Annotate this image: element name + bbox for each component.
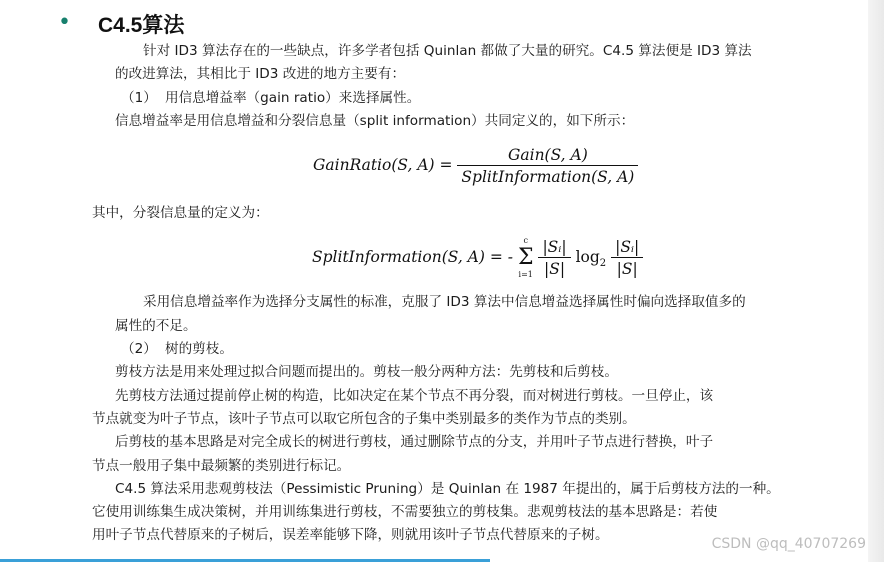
formula-lhs: SplitInformation(S, A) = - <box>312 248 513 266</box>
paragraph-postpruning-1: 后剪枝的基本思路是对完全成长的树进行剪枝，通过删除节点的分支，并用叶子节点进行替换，叶子 <box>115 434 714 451</box>
document-body <box>92 40 815 548</box>
paragraph-intro-1: 针对 ID3 算法存在的一些缺点，许多学者包括 Quinlan 都做了大量的研究。C4.5 算法便是 ID3 算法 <box>143 43 752 59</box>
paragraph-split-info-def: 其中，分裂信息量的定义为： <box>92 205 269 222</box>
fraction-denominator: |S| <box>538 257 570 278</box>
formula-fraction <box>538 238 570 278</box>
paragraph-prepruning-1: 先剪枝方法通过提前停止树的构造，比如决定在某个节点不再分裂，而对树进行剪枝。一旦停止，该 <box>115 387 714 404</box>
paragraph-gain-ratio-def: 信息增益率是用信息增益和分裂信息量（split information）共同定义的，如下所示： <box>115 112 635 129</box>
list-item-text: 用信息增益率（gain ratio）来选择属性。 <box>165 89 421 106</box>
paragraph-pruning-intro: 剪枝方法是用来处理过拟合问题而提出的。剪枝一般分两种方法：先剪枝和后剪枝。 <box>115 364 618 381</box>
paragraph-pessimistic-1: C4.5 算法采用悲观剪枝法（Pessimistic Pruning）是 Quinlan 在 1987 年提出的，属于后剪枝方法的一种。 <box>115 480 780 497</box>
formula-split-information <box>312 235 643 281</box>
paragraph-pessimistic-2: 它使用训练集生成决策树，并用训练集进行剪枝，不需要独立的剪枝集。悲观剪枝法的基本思路是：若使 <box>92 504 718 521</box>
fraction-numerator: |Sᵢ| <box>542 238 567 256</box>
list-item-2 <box>115 338 815 361</box>
paragraph-pessimistic-3: 用叶子节点代替原来的子树后，误差率能够下降，则就用该叶子节点代替原来的子树。 <box>92 527 609 544</box>
fraction-denominator: |S| <box>611 257 643 278</box>
list-item-number: （1） <box>121 89 157 106</box>
paragraph-intro-2: 的改进算法，其相比于 ID3 改进的地方主要有： <box>115 66 406 83</box>
watermark: CSDN @qq_40707269 <box>711 536 866 552</box>
formula-fraction <box>457 146 638 186</box>
list-item-1 <box>115 87 815 110</box>
log-operator: log <box>575 248 600 266</box>
formula-denominator: SplitInformation(S, A) <box>457 165 638 186</box>
paragraph-criterion-1: 采用信息增益率作为选择分支属性的标准，克服了 ID3 算法中信息增益选择属性时偏向选择取值多的 <box>143 294 746 311</box>
summation-symbol: c Σ i=1 <box>517 236 534 279</box>
formula-fraction-2 <box>611 238 643 278</box>
formula-gain-ratio <box>313 146 638 186</box>
list-item-number: （2） <box>121 341 157 358</box>
sum-lower-limit: i=1 <box>518 270 533 279</box>
list-item-text: 树的剪枝。 <box>165 341 233 358</box>
formula-lhs: GainRatio(S, A) = <box>313 156 453 174</box>
title-bullet: • <box>58 10 71 35</box>
formula-numerator: Gain(S, A) <box>507 146 588 164</box>
fraction-numerator: |Sᵢ| <box>615 238 640 256</box>
paragraph-prepruning-2: 节点就变为叶子节点，该叶子节点可以取它所包含的子集中类别最多的类作为节点的类别。 <box>92 410 636 427</box>
sum-upper-limit: c <box>523 236 528 245</box>
scroll-edge <box>868 0 884 562</box>
slide-title: C4.5算法 <box>98 14 185 37</box>
paragraph-postpruning-2: 节点一般用子集中最频繁的类别进行标记。 <box>92 457 351 474</box>
log-base: 2 <box>599 258 607 270</box>
paragraph-criterion-2: 属性的不足。 <box>115 317 197 334</box>
